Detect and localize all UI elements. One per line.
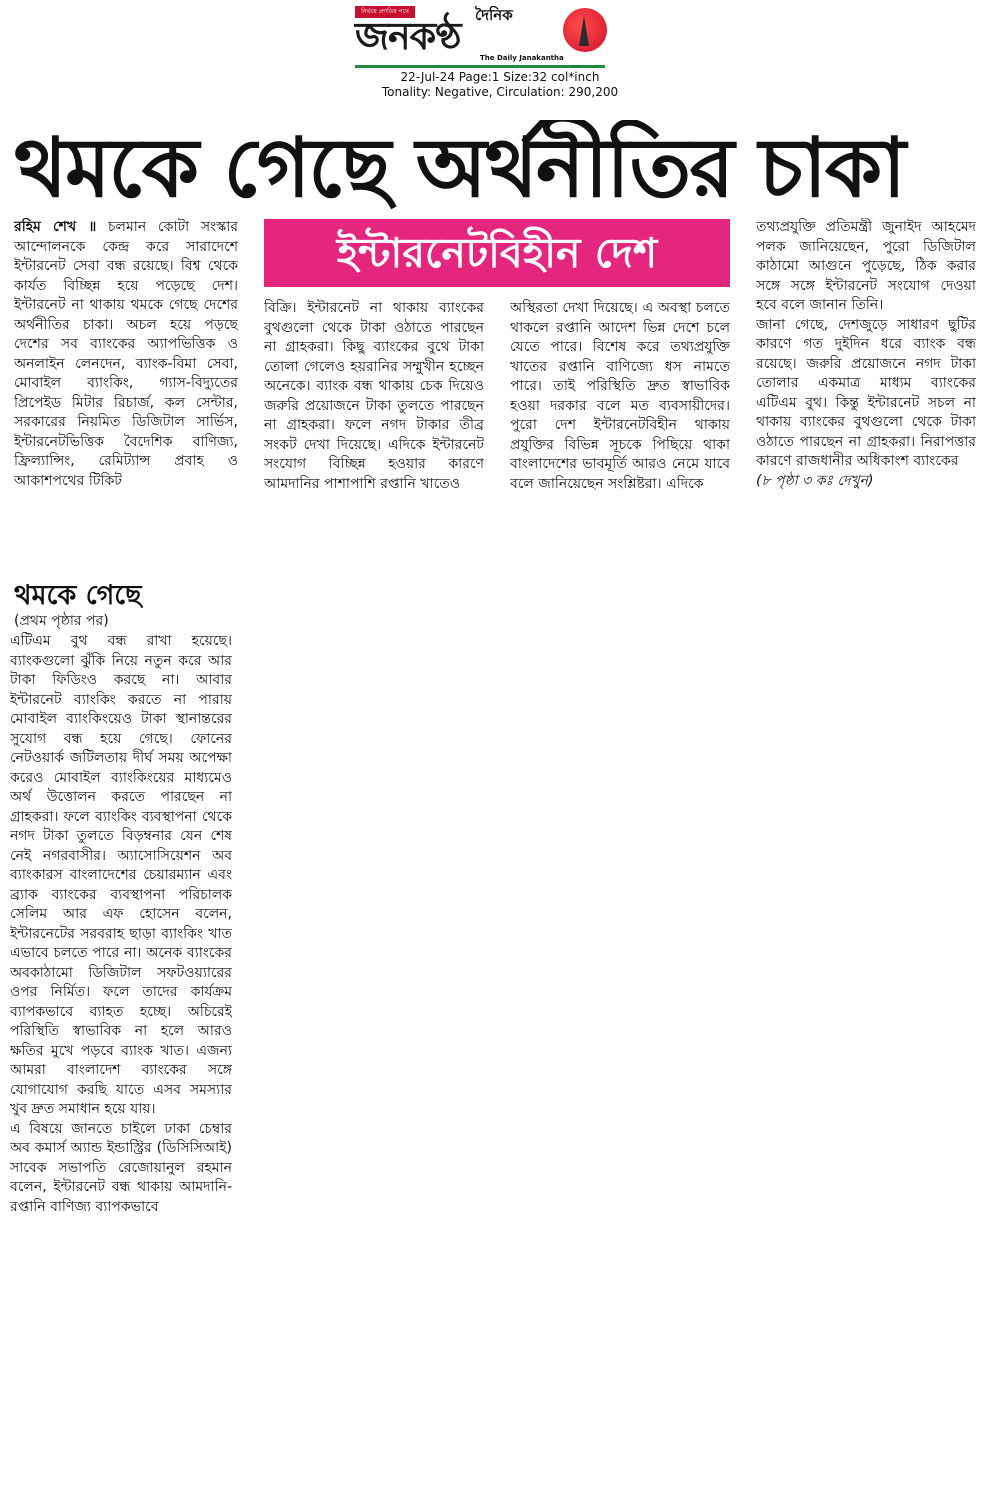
newspaper-logo: জনকণ্ঠ (355, 14, 461, 58)
clipping-meta (355, 70, 645, 100)
article-text-col1: চলমান কোটা সংস্কার আন্দোলনকে কেন্দ্র করে সারাদেশে ইন্টারনেট সেবা বন্ধ রয়েছে। বিশ্ব থেকে কার্যত বিচ্ছিন্ন হয়ে পড়েছে দেশ। ইন্টারনেট না থাকায় থমকে গেছে দেশের অর্থনীতির চাকা। অচল হয়ে পড়ছে দেশের সব ব্যাংকের অ্যাপভিত্তিক ও অনলাইন লেনদেন, ব্যাংক-বিমা সেবা, মোবাইল ব্যাংকিং, গ্যাস-বিদ্যুতের প্রিপেইড মিটার রিচার্জ, কল সেন্টার, সরকারের নিয়মিত ডিজিটাল সার্ভিস, ইন্টারনেটভিত্তিক বৈদেশিক বাণিজ্য, ফ্রিল্যান্সিং, রেমিট্যান্স প্রবাহ ও আকাশপথের টিকিট (14, 219, 238, 489)
continuation-column (10, 632, 232, 1447)
article-column-1 (14, 218, 238, 574)
main-headline: থমকে গেছে অর্থনীতির চাকা (14, 121, 905, 216)
clipping-date-page: 22-Jul-24 Page:1 Size:32 col*inch (400, 70, 600, 84)
masthead-tag: দৈনিক (475, 6, 513, 24)
byline: রহিম শেখ ॥ (14, 219, 97, 235)
article-text-col3: অস্থিরতা দেখা দিয়েছে। এ অবস্থা চলতে থাকলে রপ্তানি আদেশ ভিন্ন দেশে চলে যেতে পারে। বিশেষ করে তথ্যপ্রযুক্তি খাতের রপ্তানি বাণিজ্যে ধস নামতে পারে। তাই পরিস্থিতি দ্রুত স্বাভাবিক হওয়া দরকার বলে মত ব্যবসায়ীদের। পুরো দেশ ইন্টারনেটবিহীন থাকায় প্রযুক্তির বিভিন্ন সূচকে পিছিয়ে থাকা বাংলাদেশের ভাবমূর্তি আরও নেমে যাবে বলে জানিয়েছেন সংশ্লিষ্টরা। এদিকে (510, 300, 730, 492)
martyrs-monument-sun-icon (563, 8, 607, 52)
masthead-divider (355, 65, 605, 68)
subject-banner: ইন্টারনেটবিহীন দেশ (264, 219, 730, 287)
article-column-2 (264, 299, 484, 574)
continuation-title: থমকে গেছে (14, 580, 142, 611)
continuation-text-para2: এ বিষয়ে জানতে চাইলে ঢাকা চেম্বার অব কমার্স অ্যান্ড ইন্ডাস্ট্রির (ডিসিসিআই) সাবেক সভাপতি রেজোয়ানুল রহমান বলেন, ইন্টারনেট বন্ধ থাকায় আমদানি-রপ্তানি বাণিজ্য ব্যাপকভাবে (10, 1120, 232, 1215)
masthead-english-name: The Daily Janakantha (480, 54, 564, 62)
article-column-3 (510, 299, 730, 574)
article-text-col4-para2: জানা গেছে, দেশজুড়ে সাধারণ ছুটির কারণে গত দুইদিন ধরে ব্যাংক বন্ধ রয়েছে। জরুরি প্রয়োজনে নগদ টাকা তোলার একমাত্র মাধ্যম ব্যাংকের এটিএম বুথ। কিন্তু ইন্টারনেট সচল না থাকায় ব্যাংকের বুথগুলো থেকে টাকা ওঠাতে পারছেন না গ্রাহকরা। নিরাপত্তার কারণে রাজধানীর অধিকাংশ ব্যাংকের (756, 316, 976, 469)
continued-on-note: (৮ পৃষ্ঠা ৩ কঃ দেখুন) (756, 472, 874, 489)
article-text-col4-para1: তথ্যপ্রযুক্তি প্রতিমন্ত্রী জুনাইদ আহমেদ পলক জানিয়েছেন, পুরো ডিজিটাল কাঠামো আগুনে পুড়েছে, ঠিক করার সঙ্গে সঙ্গে ইন্টারনেট সংযোগ দেওয়া হবে বলে জানান তিনি। (756, 219, 976, 313)
article-text-col2: বিক্রি। ইন্টারনেট না থাকায় ব্যাংকের বুথগুলো থেকে টাকা ওঠাতে পারছেন না গ্রাহকরা। কিছু ব্যাংকের বুথে টাকা তোলা গেলেও হয়রানির সম্মুখীন হচ্ছেন অনেকে। ব্যাংক বন্ধ থাকায় চেক দিয়েও জরুরি প্রয়োজনে টাকা তুলতে পারছেন না গ্রাহকরা। ফলে নগদ টাকার তীব্র সংকট দেখা দিয়েছে। এদিকে ইন্টারনেট সংযোগ বিচ্ছিন্ন হওয়ার কারণে আমদানির পাশাপাশি রপ্তানি খাতেও (264, 300, 484, 492)
continuation-text-para1: এটিএম বুথ বন্ধ রাখা হয়েছে। ব্যাংকগুলো ঝুঁকি নিয়ে নতুন করে আর টাকা ফিডিংও করছে না। আবার ইন্টারনেট ব্যাংকিং করতে না পারায় মোবাইল ব্যাংকিংয়েও টাকা স্থানান্তরের সুযোগ বন্ধ হয়ে গেছে। ফোনের নেটওয়ার্ক জটিলতায় দীর্ঘ সময় অপেক্ষা করেও মোবাইল ব্যাংকিংয়ের মাধ্যমেও অর্থ উত্তোলন করতে পারছেন না গ্রাহকরা। ফলে ব্যাংকিং ব্যবস্থাপনা থেকে নগদ টাকা তুলতে বিড়ম্বনার যেন শেষ নেই নগরবাসীর। অ্যাসোসিয়েশন অব ব্যাংকারস বাংলাদেশের চেয়ারম্যান এবং ব্র্যাক ব্যাংকের ব্যবস্থাপনা পরিচালক সেলিম আর এফ হোসেন বলেন, ইন্টারনেটের সরবরাহ ছাড়া ব্যাংকিং খাত এভাবে চলতে পারে না। অনেক ব্যাংকের অবকাঠামো ডিজিটাল সফটওয়্যারের ওপর নির্মিত। ফলে তাদের কার্যক্রম ব্যাপকভাবে ব্যাহত হচ্ছে। অচিরেই পরিস্থিতি স্বাভাবিক না হলে আরও ক্ষতির মুখে পড়বে ব্যাংক খাত। এজন্য আমরা বাংলাদেশ ব্যাংকের সঙ্গে যোগাযোগ করছি যাতে এসব সমস্যার খুব দ্রুত সমাধান হয়ে যায়। (10, 633, 232, 1117)
article-column-4 (756, 218, 976, 578)
continuation-kicker: (প্রথম পৃষ্ঠার পর) (14, 613, 109, 629)
clipping-tonality: Tonality: Negative, Circulation: 290,200 (381, 85, 619, 99)
masthead-strap: নির্ভয়ে প্রগতির পথে (355, 6, 415, 18)
masthead (355, 4, 605, 66)
